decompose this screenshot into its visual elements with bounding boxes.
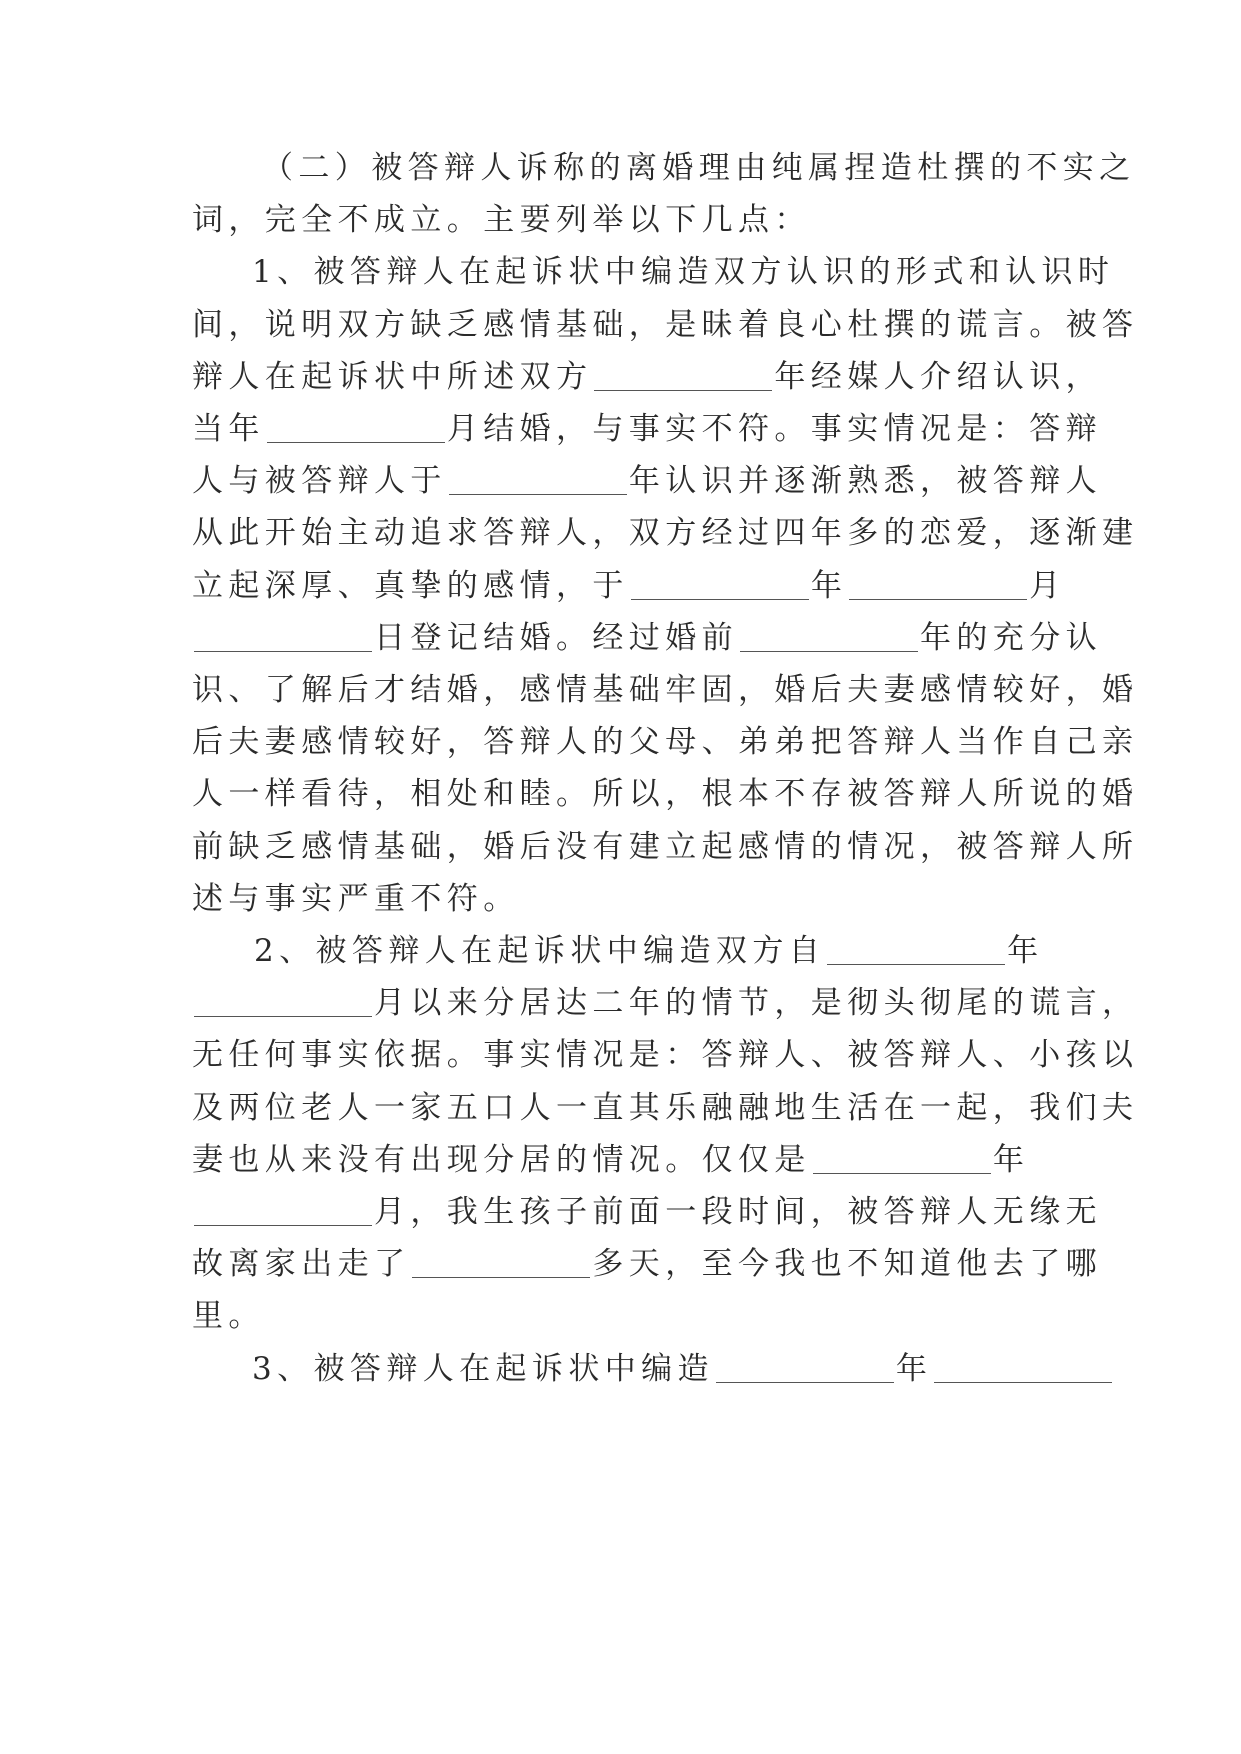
text-segment: 及两位老人一家五口人一直其乐融融地生活在一起，我们夫 (192, 1090, 1139, 1126)
text-line (192, 827, 1138, 867)
text-segment: 识、了解后才结婚，感情基础牢固，婚后夫妻感情较好，婚 (192, 672, 1139, 708)
text-line (192, 1088, 1138, 1128)
text-segment: 无任何事实依据。事实情况是：答辩人、被答辩人、小孩以 (192, 1037, 1139, 1073)
text-segment: 年 (895, 1351, 933, 1387)
text-segment: 妻也从来没有出现分居的情况。仅仅是 (192, 1142, 811, 1178)
text-segment: 辩人在起诉状中所述双方 (192, 359, 593, 395)
fill-in-blank (849, 597, 1027, 600)
text-segment: （二）被答辩人诉称的离婚理由纯属捏造杜撰的不实之 (262, 150, 1136, 186)
text-segment: 1、被答辩人在起诉状中编造双方认识的形式和认识时 (252, 254, 1115, 290)
text-line (192, 618, 1102, 658)
text-segment: 人一样看待，相处和睦。所以，根本不存被答辩人所说的婚 (192, 776, 1139, 812)
text-line (252, 252, 1114, 292)
text-line (192, 200, 811, 240)
text-segment: 2、被答辩人在起诉状中编造双方自 (254, 933, 826, 969)
text-segment: 月 (1029, 568, 1066, 604)
text-segment: 故离家出走了 (192, 1246, 411, 1282)
text-line (192, 461, 1102, 501)
text-segment: 当年 (192, 411, 265, 447)
text-line (192, 1296, 265, 1336)
text-segment: 述与事实严重不符。 (192, 881, 520, 917)
text-segment: 人与被答辩人于 (192, 463, 447, 499)
fill-in-blank (740, 649, 918, 652)
text-segment: 年认识并逐渐熟悉，被答辩人 (628, 463, 1103, 499)
text-line (252, 1349, 1114, 1389)
text-segment: 词，完全不成立。主要列举以下几点： (192, 202, 811, 238)
text-segment: 立起深厚、真挚的感情，于 (192, 568, 629, 604)
text-line (262, 148, 1136, 188)
fill-in-blank (934, 1380, 1112, 1383)
text-segment: 月，我生孩子前面一段时间，被答辩人无缘无 (374, 1194, 1102, 1230)
text-segment: 月结婚，与事实不符。事实情况是：答辩 (446, 411, 1103, 447)
text-line (192, 409, 1102, 449)
text-segment: 月以来分居达二年的情节，是彻头彻尾的谎言， (374, 985, 1139, 1021)
text-segment: 前缺乏感情基础，婚后没有建立起感情的情况，被答辩人所 (192, 829, 1139, 865)
text-line (254, 931, 1044, 971)
fill-in-blank (194, 1223, 372, 1226)
fill-in-blank (194, 649, 372, 652)
text-segment: 3、被答辩人在起诉状中编造 (252, 1351, 714, 1387)
text-line (192, 1140, 1029, 1180)
text-line (192, 983, 1138, 1023)
fill-in-blank (716, 1380, 894, 1383)
text-line (192, 305, 1138, 345)
fill-in-blank (194, 1014, 372, 1017)
fill-in-blank (813, 1171, 991, 1174)
text-segment: 年经媒人介绍认识， (774, 359, 1103, 395)
text-line (192, 774, 1138, 814)
text-line (192, 1035, 1138, 1075)
text-segment: 里。 (192, 1298, 265, 1334)
text-segment: 后夫妻感情较好，答辩人的父母、弟弟把答辩人当作自己亲 (192, 724, 1139, 760)
text-line (192, 566, 1066, 606)
fill-in-blank (449, 492, 627, 495)
text-segment: 年 (1007, 933, 1044, 969)
text-segment: 日登记结婚。经过婚前 (374, 620, 738, 656)
text-line (192, 722, 1138, 762)
text-segment: 年 (810, 568, 848, 604)
text-line (192, 879, 520, 919)
fill-in-blank (827, 962, 1005, 965)
fill-in-blank (631, 597, 809, 600)
text-line (192, 670, 1138, 710)
text-segment: 间，说明双方缺乏感情基础，是昧着良心杜撰的谎言。被答 (192, 307, 1139, 343)
text-line (192, 1244, 1102, 1284)
text-segment: 年 (992, 1142, 1030, 1178)
text-segment: 从此开始主动追求答辩人，双方经过四年多的恋爱，逐渐建 (192, 515, 1139, 551)
text-line (192, 1192, 1102, 1232)
fill-in-blank (412, 1275, 590, 1278)
text-line (192, 357, 1102, 397)
fill-in-blank (594, 388, 772, 391)
fill-in-blank (267, 440, 445, 443)
text-line (192, 513, 1138, 553)
text-segment: 多天，至今我也不知道他去了哪 (592, 1246, 1103, 1282)
text-segment: 年的充分认 (920, 620, 1102, 656)
